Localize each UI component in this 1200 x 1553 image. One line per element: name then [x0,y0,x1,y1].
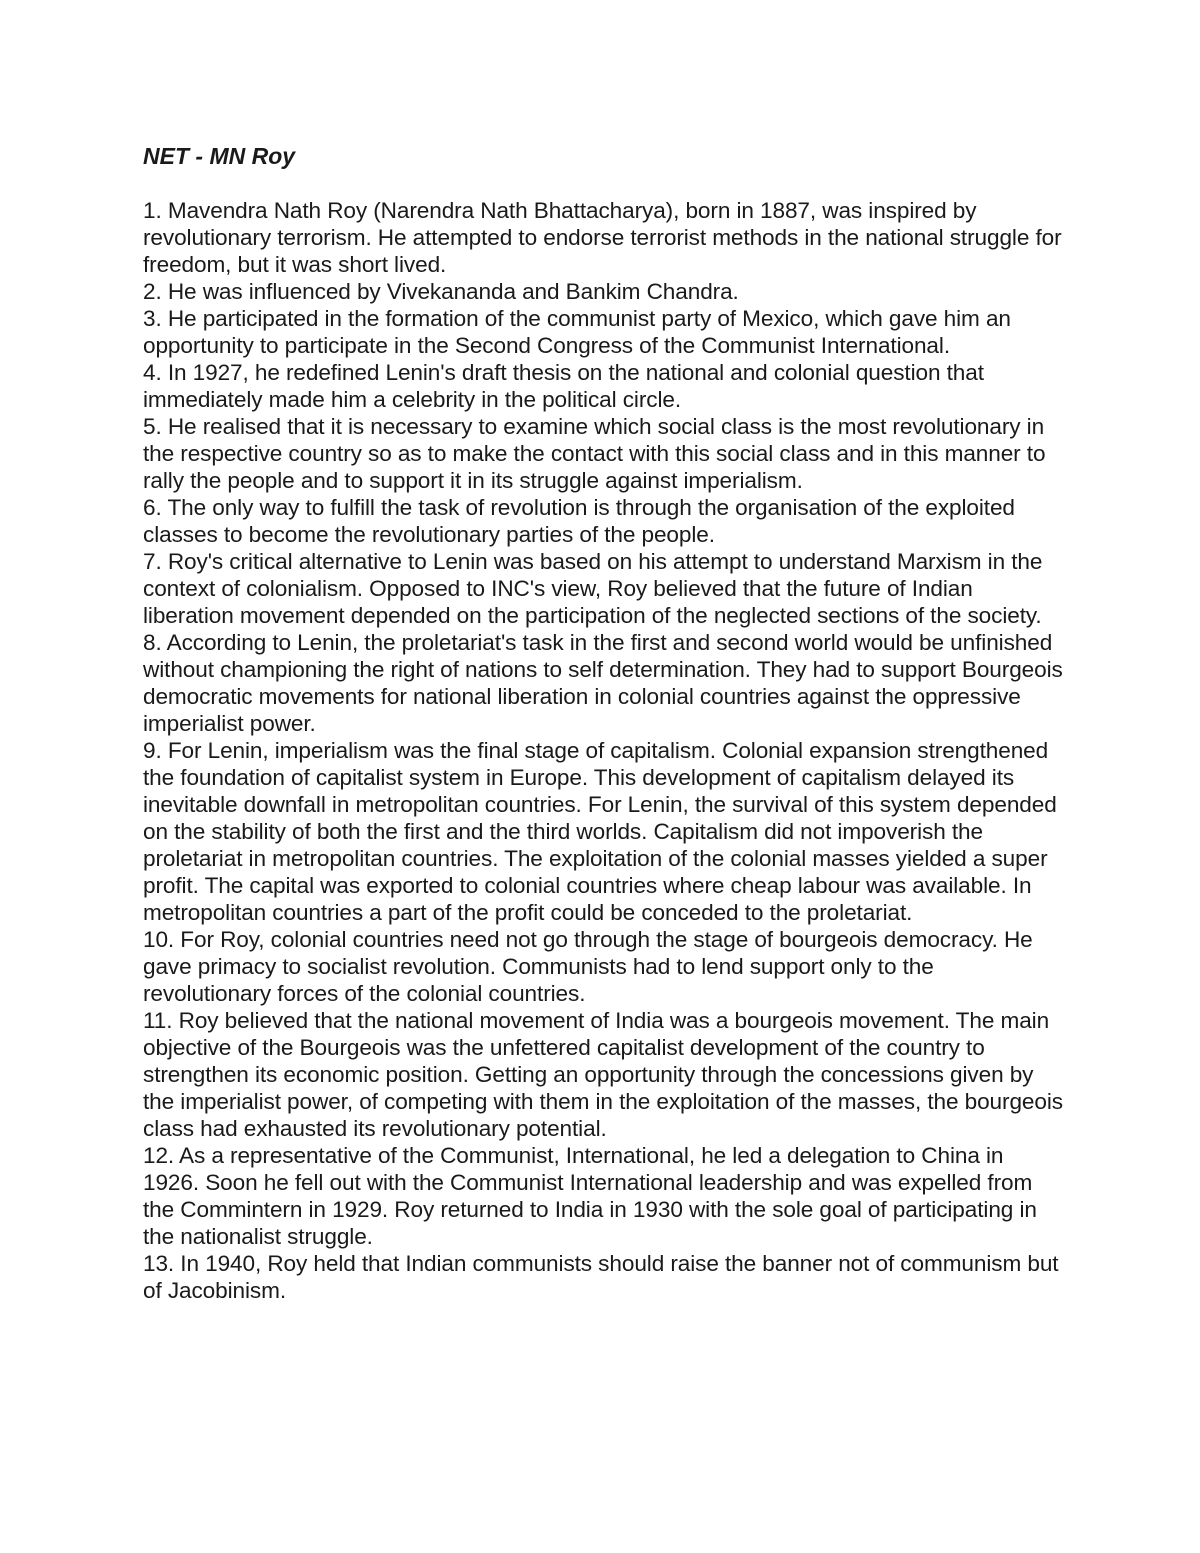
item-text: Mavendra Nath Roy (Narendra Nath Bhattacharya), born in 1887, was inspired by revolutionary terrorism. He attempted to endorse terrorist methods in the national struggle for freedom, but it was short lived. [143,198,1062,277]
list-item [143,629,1063,737]
numbered-list [143,197,1063,1304]
list-item [143,737,1063,926]
item-number: 12. [143,1143,175,1168]
list-item [143,278,1063,305]
item-number: 2. [143,279,162,304]
list-item [143,494,1063,548]
list-item [143,548,1063,629]
list-item [143,413,1063,494]
list-item [143,197,1063,278]
item-number: 7. [143,549,162,574]
item-number: 1. [143,198,162,223]
item-number: 13. [143,1251,175,1276]
item-text: Roy believed that the national movement of India was a bourgeois movement. The main objective of the Bourgeois was the unfettered capitalist development of the country to strengthen its economic position. Getting an opportunity through the concessions given by the imperialist power, of competing with them in the exploitation of the masses, the bourgeois class had exhausted its revolutionary potential. [143,1008,1063,1141]
item-text: He participated in the formation of the communist party of Mexico, which gave him an opportunity to participate in the Second Congress of the Communist International. [143,306,1011,358]
list-item [143,305,1063,359]
item-number: 6. [143,495,162,520]
item-text: In 1940, Roy held that Indian communists should raise the banner not of communism but of Jacobinism. [143,1251,1059,1303]
list-item [143,1142,1063,1250]
item-number: 4. [143,360,162,385]
item-number: 9. [143,738,162,763]
item-number: 10. [143,927,175,952]
list-item [143,359,1063,413]
item-text: The only way to fulfill the task of revolution is through the organisation of the exploited classes to become the revolutionary parties of the people. [143,495,1015,547]
item-text: Roy's critical alternative to Lenin was based on his attempt to understand Marxism in the context of colonialism. Opposed to INC's view, Roy believed that the future of Indian liberation movement depended on the participation of the neglected sections of the society. [143,549,1043,628]
item-number: 5. [143,414,162,439]
item-number: 3. [143,306,162,331]
list-item [143,926,1063,1007]
item-number: 11. [143,1008,173,1033]
item-text: He was influenced by Vivekananda and Bankim Chandra. [167,279,739,304]
document-page [143,141,1063,1304]
item-text: He realised that it is necessary to examine which social class is the most revolutionary in the respective country so as to make the contact with this social class and in this manner to rally the people and to support it in its struggle against imperialism. [143,414,1046,493]
item-text: As a representative of the Communist, International, he led a delegation to China in 1926. Soon he fell out with the Communist International leadership and was expelled from the Commintern in 1929. Roy returned to India in 1930 with the sole goal of participating in the nationalist struggle. [143,1143,1037,1249]
item-text: In 1927, he redefined Lenin's draft thesis on the national and colonial question that immediately made him a celebrity in the political circle. [143,360,984,412]
item-text: For Lenin, imperialism was the final stage of capitalism. Colonial expansion strengthened the foundation of capitalist system in Europe. This development of capitalism delayed its inevitable downfall in metropolitan countries. For Lenin, the survival of this system depended on the stability of both the first and the third worlds. Capitalism did not impoverish the proletariat in metropolitan countries. The exploitation of the colonial masses yielded a super profit. The capital was exported to colonial countries where cheap labour was available. In metropolitan countries a part of the profit could be conceded to the proletariat. [143,738,1057,925]
item-text: According to Lenin, the proletariat's task in the first and second world would be unfinished without championing the right of nations to self determination. They had to support Bourgeois democratic movements for national liberation in colonial countries against the oppressive imperialist power. [143,630,1063,736]
document-title: NET - MN Roy [143,143,296,169]
list-item [143,1250,1063,1304]
item-text: For Roy, colonial countries need not go through the stage of bourgeois democracy. He gave primacy to socialist revolution. Communists had to lend support only to the revolutionary forces of the colonial countries. [143,927,1033,1006]
list-item [143,1007,1063,1142]
item-number: 8. [143,630,162,655]
